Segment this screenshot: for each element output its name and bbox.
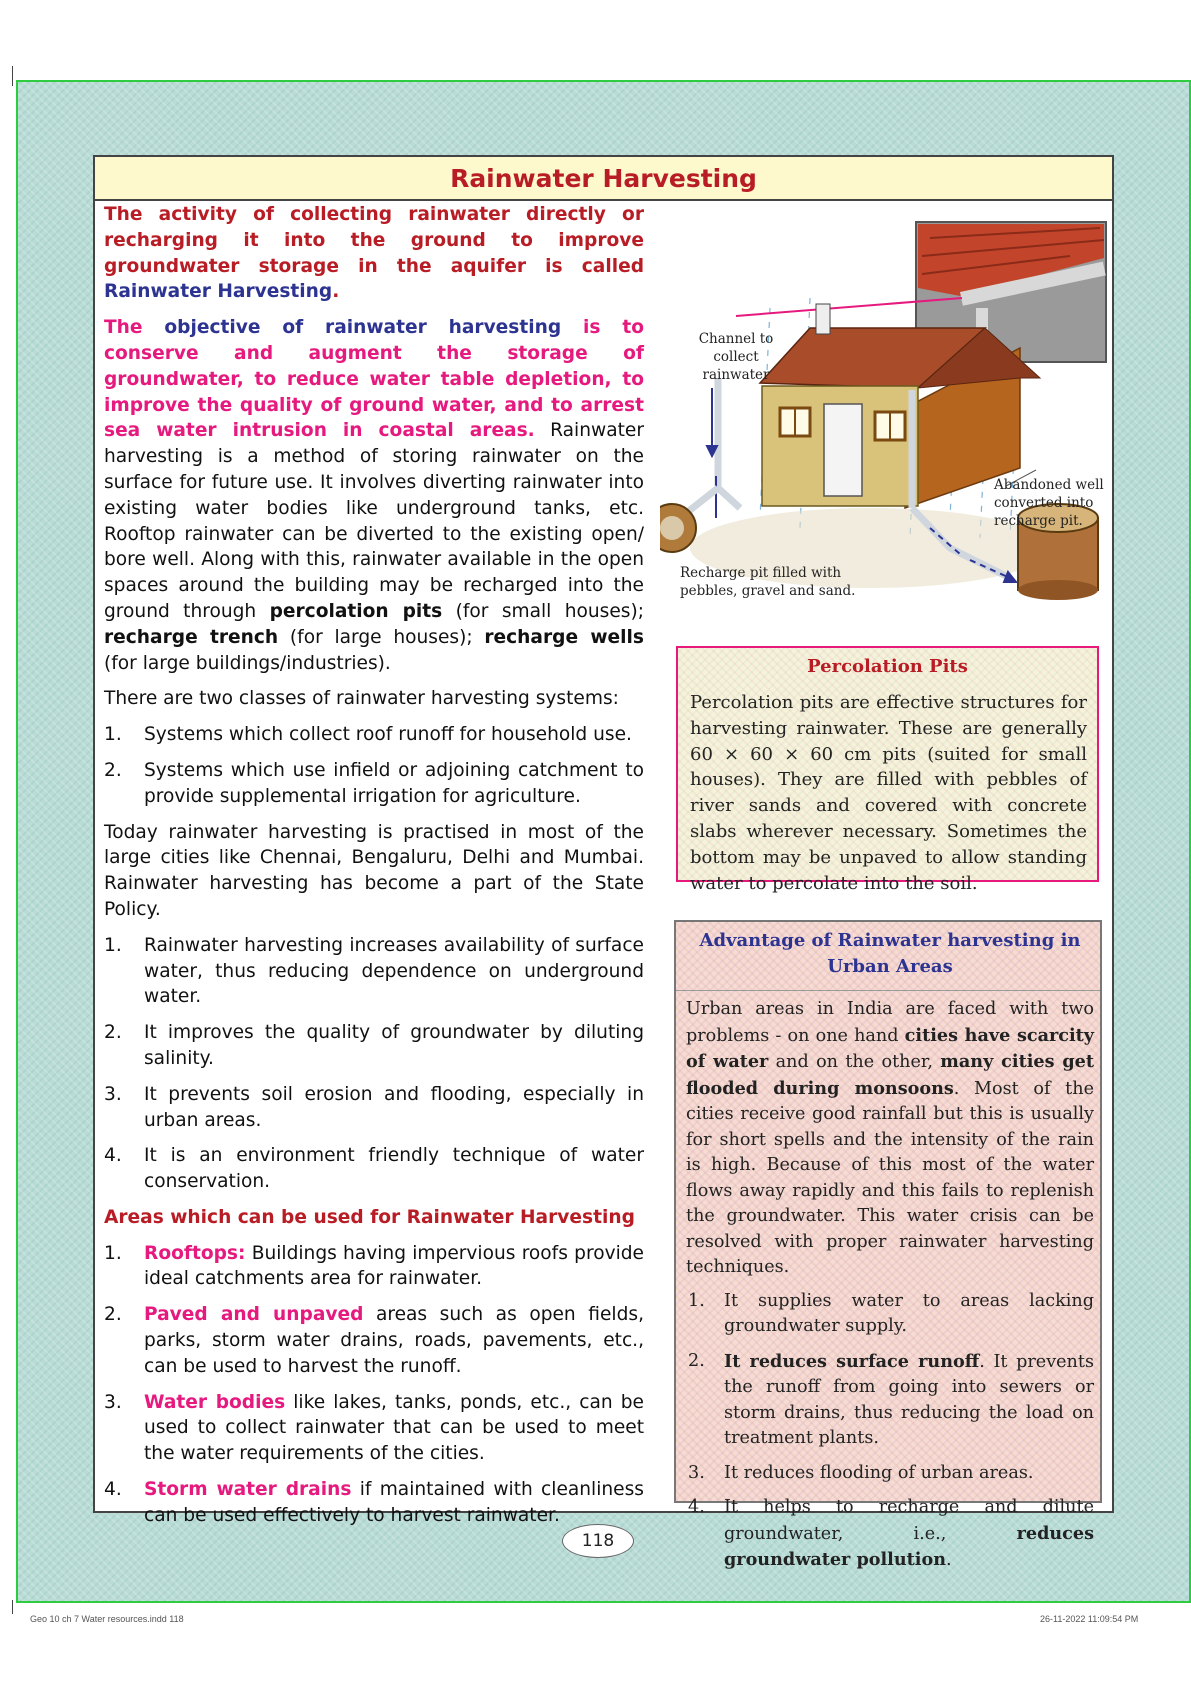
areas-list [104, 1241, 644, 1529]
item-number: 4. [688, 1497, 705, 1517]
list-item [104, 1477, 644, 1529]
label-pit [680, 564, 860, 600]
advantage-text: . Most of the cities receive good rainfall but this is usually for short spells and the intensity of the rain is high. Because of this most of the water flows away rapidly and this fails to replenish the groundwater. This water crisis can be resolved with proper rainwater harvesting techniques. [686, 1078, 1094, 1277]
label-channel [674, 330, 798, 384]
item-text: It is an environment friendly technique of water conservation. [144, 1145, 644, 1193]
item-keyword: reduces groundwater pollution [724, 1522, 1094, 1570]
label-line: converted into [994, 495, 1094, 511]
item-keyword: Water bodies [144, 1391, 286, 1413]
item-keyword: Rooftops: [144, 1242, 246, 1264]
label-line: pebbles, gravel and sand. [680, 583, 856, 599]
rainwater-diagram [660, 218, 1110, 616]
item-number: 1. [688, 1290, 705, 1311]
list-item [104, 758, 644, 810]
left-column [104, 202, 644, 1539]
list-item [104, 933, 644, 1010]
percolation-body: Percolation pits are effective structures for harvesting rainwater. These are generally 60 × 60 × 60 cm pits (suited for small houses). They are filled with pebbles of river sands and covered with concrete slabs wherever necessary. Sometimes the bottom may be unpaved to allow standing water to percolate into the soil. [690, 692, 1087, 894]
list-item [686, 1461, 1094, 1487]
item-text: Rainwater harvesting increases availability of surface water, thus reducing dependence on underground water. [144, 934, 644, 1008]
definition-text: The activity of collecting rainwater directly or recharging it into the ground to improve groundwater storage in the aquifer is called [104, 204, 644, 277]
definition-term: Rainwater Harvesting [104, 281, 333, 303]
item-keyword: Paved and unpaved [144, 1304, 364, 1326]
label-line: Channel to collect [698, 331, 774, 365]
advantage-text: Urban areas in India are faced with two problems - on one hand [686, 999, 1094, 1046]
advantage-keyword: cities have scarcity of water [686, 1024, 1094, 1072]
label-line: recharge pit. [994, 513, 1083, 529]
advantage-title: Advantage of Rainwater harvesting in Urban Areas [699, 930, 1081, 977]
item-text: . [945, 1550, 952, 1570]
item-text: It reduces flooding of urban areas. [724, 1462, 1034, 1483]
item-keyword: Storm water drains [144, 1479, 352, 1501]
advantage-body [686, 997, 1094, 1583]
divider [676, 990, 1100, 991]
definition-paragraph [104, 202, 644, 305]
page-number: 118 [562, 1524, 634, 1558]
classes-list [104, 722, 644, 809]
objective-body: Rainwater harvesting is a method of storing rainwater on the surface for future use. It involves diverting rainwater into existing water bodies like underground tanks, etc. Rooftop rainwater can be diverted to the existing open/ bore well. Along with this, rainwater available in the open spaces around the building may be recharged into the ground through [104, 420, 644, 622]
list-item [104, 1020, 644, 1072]
advantage-paragraph [686, 997, 1094, 1281]
item-number: 1. [104, 724, 122, 746]
item-number: 3. [688, 1462, 705, 1483]
advantage-list [686, 1289, 1094, 1574]
label-well [994, 476, 1106, 530]
advantage-text: and on the other, [768, 1052, 941, 1072]
list-item [686, 1495, 1094, 1574]
list-item [104, 1302, 644, 1379]
advantage-box [674, 920, 1102, 1570]
item-keyword: It reduces surface runoff [724, 1350, 980, 1372]
item-text: It supplies water to areas lacking groundwater supply. [724, 1290, 1094, 1336]
list-item [686, 1349, 1094, 1452]
crop-mark [12, 66, 13, 86]
percolation-pits-box [676, 646, 1099, 894]
item-text: Systems which collect roof runoff for household use. [144, 724, 632, 746]
objective-body: (for small houses); [442, 600, 644, 622]
slug-left: Geo 10 ch 7 Water resources.indd 118 [30, 1614, 184, 1624]
today-paragraph: Today rainwater harvesting is practised in most of the large cities like Chennai, Bengaluru, Delhi and Mumbai. Rainwater harvesting has become a part of the State Policy. [104, 821, 644, 920]
item-number: 3. [104, 1391, 122, 1413]
classes-intro: There are two classes of rainwater harvesting systems: [104, 688, 619, 710]
objective-body: (for large houses); [278, 626, 485, 648]
keyword: percolation pits [269, 600, 443, 622]
label-line: Recharge pit filled with [680, 565, 842, 581]
door [824, 404, 862, 496]
item-number: 2. [104, 1022, 122, 1044]
house-illustration [660, 218, 1110, 616]
list-item [104, 722, 644, 748]
objective-body: (for large buildings/industries). [104, 652, 391, 674]
item-text: . It prevents the runoff from going into sewers or storm drains, thus reducing the load on treatment plants. [724, 1351, 1094, 1448]
definition-end: . [332, 281, 340, 303]
objective-paragraph [104, 315, 644, 676]
list-item [104, 1241, 644, 1293]
item-number: 4. [104, 1145, 122, 1167]
item-number: 2. [104, 1304, 122, 1326]
item-text: like lakes, tanks, ponds, etc., can be used to collect rainwater that can be used to meet the water requirements of the cities. [144, 1391, 644, 1465]
page-title: Rainwater Harvesting [450, 163, 757, 193]
item-text: Buildings having impervious roofs provide ideal catchments area for rainwater. [144, 1242, 644, 1290]
item-number: 2. [688, 1350, 705, 1371]
objective-text: is to conserve and augment the storage of groundwater, to reduce water table depletion, to improve the quality of ground water, and to arrest sea water intrusion in coastal areas. [104, 317, 644, 442]
item-text: areas such as open fields, parks, storm water drains, roads, pavements, etc., can be used to harvest the runoff. [144, 1304, 644, 1377]
list-item [104, 1390, 644, 1467]
item-text: It helps to recharge and dilute groundwater, i.e., [724, 1497, 1094, 1544]
slug-right: 26-11-2022 11:09:54 PM [1040, 1614, 1139, 1624]
areas-heading: Areas which can be used for Rainwater Harvesting [104, 1206, 635, 1228]
item-number: 3. [104, 1083, 122, 1105]
downpipe [718, 378, 740, 508]
percolation-title: Percolation Pits [807, 656, 968, 677]
list-item [104, 1082, 644, 1134]
benefits-list [104, 933, 644, 1195]
item-text: Systems which use infield or adjoining catchment to provide supplemental irrigation for agriculture. [144, 759, 644, 807]
item-text: if maintained with cleanliness can be used effectively to harvest rainwater. [144, 1479, 644, 1526]
label-line: rainwater [702, 367, 770, 383]
item-number: 1. [104, 934, 122, 956]
title-bar [93, 155, 1114, 201]
item-text: It prevents soil erosion and flooding, especially in urban areas. [144, 1083, 644, 1131]
item-number: 2. [104, 759, 122, 781]
keyword: recharge wells [484, 626, 644, 648]
label-line: Abandoned well [994, 477, 1104, 493]
keyword: recharge trench [104, 626, 279, 648]
objective-text: The [104, 317, 165, 339]
item-text: It improves the quality of groundwater by diluting salinity. [144, 1022, 644, 1069]
list-item [686, 1289, 1094, 1340]
objective-term: objective of rainwater harvesting [164, 317, 562, 339]
advantage-keyword: many cities get flooded during monsoons [686, 1051, 1094, 1099]
item-number: 1. [104, 1242, 122, 1264]
crop-mark [12, 1600, 13, 1614]
list-item [104, 1143, 644, 1195]
item-number: 4. [104, 1479, 122, 1501]
